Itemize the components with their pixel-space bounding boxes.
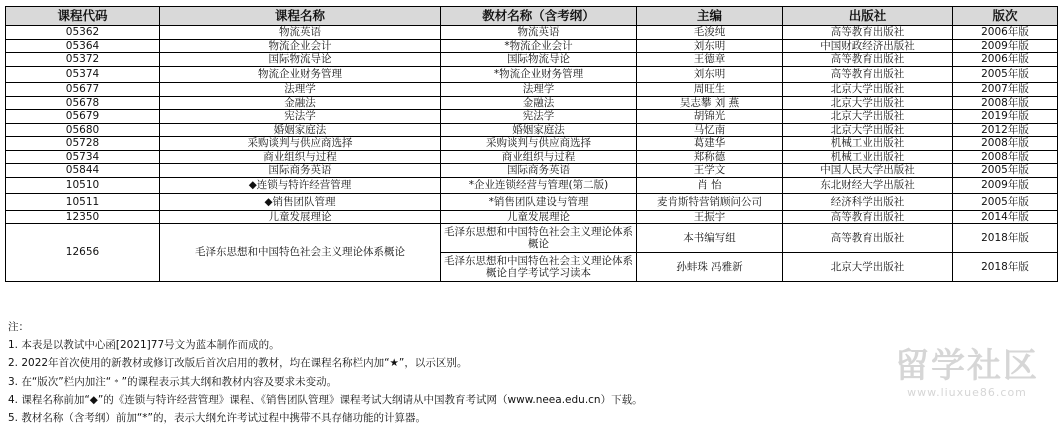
cell-edition: 2018年版 [953, 224, 1058, 253]
cell-editor: 郑称德 [637, 150, 783, 164]
cell-editor: 孙蚌珠 冯雅新 [637, 253, 783, 282]
cell-course-code: 05679 [6, 110, 160, 124]
table-body [6, 26, 1058, 282]
textbook-table [5, 6, 1058, 282]
cell-textbook-name: 婚姻家庭法 [441, 123, 637, 137]
cell-course-name: 金融法 [160, 96, 441, 110]
header-textbook-name: 教材名称（含考纲） [441, 7, 637, 26]
cell-textbook-name: 毛泽东思想和中国特色社会主义理论体系概论 [441, 224, 637, 253]
table-header-row [6, 7, 1058, 26]
cell-textbook-name: 物流英语 [441, 26, 637, 40]
watermark-title: 留学社区 [895, 346, 1039, 386]
cell-editor: 葛建华 [637, 137, 783, 151]
header-edition: 版次 [953, 7, 1058, 26]
cell-textbook-name: 国际商务英语 [441, 164, 637, 178]
cell-course-code: 10510 [6, 177, 160, 194]
cell-edition: 2008年版 [953, 96, 1058, 110]
cell-course-name: 国际物流导论 [160, 53, 441, 67]
cell-course-name: 国际商务英语 [160, 164, 441, 178]
cell-course-name: 毛泽东思想和中国特色社会主义理论体系概论 [160, 224, 441, 282]
cell-editor: 周旺生 [637, 83, 783, 97]
cell-edition: 2007年版 [953, 83, 1058, 97]
cell-publisher: 经济科学出版社 [783, 194, 953, 211]
cell-course-name: 物流英语 [160, 26, 441, 40]
cell-publisher: 北京大学出版社 [783, 96, 953, 110]
cell-publisher: 高等教育出版社 [783, 53, 953, 67]
header-course-name: 课程名称 [160, 7, 441, 26]
cell-edition: 2009年版 [953, 39, 1058, 53]
cell-editor: 刘东明 [637, 66, 783, 83]
cell-edition: 2018年版 [953, 253, 1058, 282]
cell-textbook-name: *物流企业会计 [441, 39, 637, 53]
note-item: 4. 课程名称前加“◆”的《连锁与特许经营管理》课程、《销售团队管理》课程考试大纲请从中国教育考试网（www.neea.edu.cn）下载。 [8, 393, 643, 406]
header-course-code: 课程代码 [6, 7, 160, 26]
table-row [6, 39, 1058, 53]
cell-course-code: 12656 [6, 224, 160, 282]
cell-editor: 本书编写组 [637, 224, 783, 253]
cell-course-code: 05844 [6, 164, 160, 178]
cell-edition: 2006年版 [953, 26, 1058, 40]
cell-course-code: 05374 [6, 66, 160, 83]
cell-publisher: 北京大学出版社 [783, 110, 953, 124]
cell-editor: 麦肯斯特营销顾问公司 [637, 194, 783, 211]
cell-edition: 2005年版 [953, 66, 1058, 83]
table-row [6, 53, 1058, 67]
cell-textbook-name: 法理学 [441, 83, 637, 97]
watermark-logo [882, 346, 1052, 408]
cell-course-name: ◆连锁与特许经营管理 [160, 177, 441, 194]
cell-textbook-name: 国际物流导论 [441, 53, 637, 67]
cell-editor: 肖 怡 [637, 177, 783, 194]
cell-course-code: 05677 [6, 83, 160, 97]
cell-course-name: 采购谈判与供应商选择 [160, 137, 441, 151]
note-item: 1. 本表是以教试中心函[2021]77号文为蓝本制作而成的。 [8, 339, 280, 352]
cell-publisher: 机械工业出版社 [783, 137, 953, 151]
cell-course-code: 12350 [6, 210, 160, 224]
cell-edition: 2006年版 [953, 53, 1058, 67]
table-row [6, 96, 1058, 110]
table-row [6, 110, 1058, 124]
cell-course-code: 05728 [6, 137, 160, 151]
cell-editor: 马忆南 [637, 123, 783, 137]
watermark-url: www.liuxue86.com [907, 386, 1027, 399]
note-item: 3. 在“版次”栏内加注“﹡”的课程表示其大纲和教材内容及要求未变动。 [8, 375, 338, 388]
cell-editor: 刘东明 [637, 39, 783, 53]
table-row [6, 83, 1058, 97]
cell-edition: 2009年版 [953, 177, 1058, 194]
cell-course-name: 物流企业会计 [160, 39, 441, 53]
cell-edition: 2008年版 [953, 137, 1058, 151]
cell-textbook-name: *物流企业财务管理 [441, 66, 637, 83]
cell-edition: 2005年版 [953, 194, 1058, 211]
cell-publisher: 北京大学出版社 [783, 83, 953, 97]
cell-textbook-name: *销售团队建设与管理 [441, 194, 637, 211]
cell-publisher: 高等教育出版社 [783, 210, 953, 224]
cell-editor: 毛浚纯 [637, 26, 783, 40]
cell-course-name: 商业组织与过程 [160, 150, 441, 164]
cell-course-name: 法理学 [160, 83, 441, 97]
cell-editor: 王德章 [637, 53, 783, 67]
cell-course-code: 05364 [6, 39, 160, 53]
table-row [6, 66, 1058, 83]
note-item: 5. 教材名称（含考纲）前加“*”的，表示大纲允许考试过程中携带不具存储功能的计算器。 [8, 412, 426, 425]
table-row [6, 164, 1058, 178]
cell-publisher: 北京大学出版社 [783, 253, 953, 282]
cell-editor: 吴志攀 刘 燕 [637, 96, 783, 110]
cell-course-name: 婚姻家庭法 [160, 123, 441, 137]
cell-editor: 王振宇 [637, 210, 783, 224]
cell-course-code: 10511 [6, 194, 160, 211]
cell-editor: 王学文 [637, 164, 783, 178]
cell-course-code: 05734 [6, 150, 160, 164]
cell-publisher: 高等教育出版社 [783, 66, 953, 83]
cell-textbook-name: 毛泽东思想和中国特色社会主义理论体系概论自学考试学习读本 [441, 253, 637, 282]
cell-textbook-name: 金融法 [441, 96, 637, 110]
cell-textbook-name: 采购谈判与供应商选择 [441, 137, 637, 151]
cell-edition: 2005年版 [953, 164, 1058, 178]
cell-publisher: 高等教育出版社 [783, 224, 953, 253]
cell-edition: 2019年版 [953, 110, 1058, 124]
table-row [6, 137, 1058, 151]
cell-publisher: 机械工业出版社 [783, 150, 953, 164]
table-row [6, 224, 1058, 253]
cell-edition: 2014年版 [953, 210, 1058, 224]
cell-textbook-name: *企业连锁经营与管理(第二版) [441, 177, 637, 194]
cell-textbook-name: 儿童发展理论 [441, 210, 637, 224]
cell-publisher: 高等教育出版社 [783, 26, 953, 40]
cell-course-name: 物流企业财务管理 [160, 66, 441, 83]
header-publisher: 出版社 [783, 7, 953, 26]
notes-heading: 注： [8, 321, 29, 333]
cell-course-code: 05372 [6, 53, 160, 67]
cell-course-code: 05678 [6, 96, 160, 110]
cell-editor: 胡锦光 [637, 110, 783, 124]
cell-publisher: 中国财政经济出版社 [783, 39, 953, 53]
cell-publisher: 东北财经大学出版社 [783, 177, 953, 194]
cell-course-code: 05362 [6, 26, 160, 40]
cell-edition: 2012年版 [953, 123, 1058, 137]
cell-textbook-name: 宪法学 [441, 110, 637, 124]
table-row [6, 194, 1058, 211]
table-row [6, 177, 1058, 194]
cell-course-name: ◆销售团队管理 [160, 194, 441, 211]
textbook-table-container [5, 6, 1057, 282]
table-row [6, 123, 1058, 137]
cell-edition: 2008年版 [953, 150, 1058, 164]
cell-textbook-name: 商业组织与过程 [441, 150, 637, 164]
note-item: 2. 2022年首次使用的新教材或修订改版后首次启用的教材，均在课程名称栏内加“★”，以示区别。 [8, 357, 468, 370]
table-row [6, 150, 1058, 164]
cell-publisher: 北京大学出版社 [783, 123, 953, 137]
table-row [6, 26, 1058, 40]
header-editor: 主编 [637, 7, 783, 26]
cell-course-name: 宪法学 [160, 110, 441, 124]
cell-course-name: 儿童发展理论 [160, 210, 441, 224]
table-row [6, 210, 1058, 224]
cell-course-code: 05680 [6, 123, 160, 137]
cell-publisher: 中国人民大学出版社 [783, 164, 953, 178]
